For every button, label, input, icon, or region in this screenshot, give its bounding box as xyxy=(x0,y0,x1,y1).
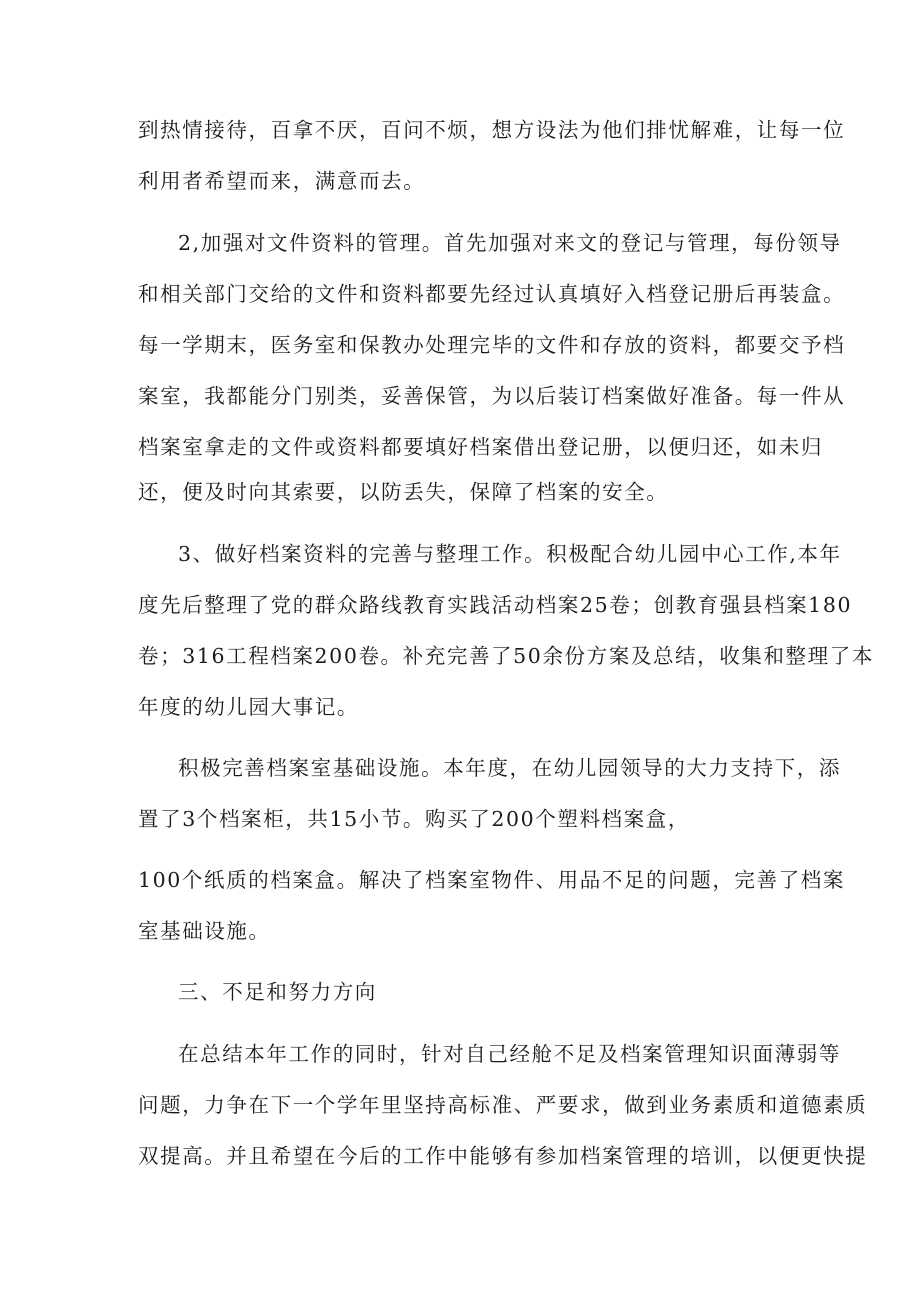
paragraph-3-line-3: 卷；316工程档案200卷。补充完善了50余份方案及总结，收集和整理了本 xyxy=(138,644,874,668)
paragraph-4-line-2: 置了3个档案柜，共15小节。购买了200个塑料档案盒， xyxy=(138,807,690,831)
section-heading-3: 三、不足和努力方向 xyxy=(178,980,377,1004)
paragraph-2-line-2: 和相关部门交给的文件和资料都要先经过认真填好入档登记册后再装盒。 xyxy=(138,282,846,306)
paragraph-2-line-5: 档案室拿走的文件或资料都要填好档案借出登记册，以便归还，如未归 xyxy=(138,435,824,459)
paragraph-6-line-1: 在总结本年工作的同时，针对自己经舱不足及档案管理知识面薄弱等 xyxy=(178,1042,841,1066)
paragraph-4-line-1: 积极完善档案室基础设施。本年度，在幼儿园领导的大力支持下，添 xyxy=(178,756,841,780)
paragraph-3-line-4: 年度的幼儿园大事记。 xyxy=(138,695,359,719)
paragraph-3-line-1: 3、做好档案资料的完善与整理工作。积极配合幼儿园中心工作,本年 xyxy=(178,542,842,566)
paragraph-6-line-3: 双提高。并且希望在今后的工作中能够有参加档案管理的培训，以便更快提 xyxy=(138,1144,868,1168)
paragraph-2-line-4: 案室，我都能分门别类，妥善保管，为以后装订档案做好准备。每一件从 xyxy=(138,384,846,408)
paragraph-3-line-2: 度先后整理了党的群众路线教育实践活动档案25卷；创教育强县档案180 xyxy=(138,593,853,617)
paragraph-6-line-2: 问题，力争在下一个学年里坚持高标准、严要求，做到业务素质和道德素质 xyxy=(138,1093,868,1117)
paragraph-5-line-2: 室基础设施。 xyxy=(138,919,271,943)
paragraph-2-line-6: 还，便及时向其索要，以防丢失，保障了档案的安全。 xyxy=(138,480,669,504)
paragraph-2-line-3: 每一学期末，医务室和保教办处理完毕的文件和存放的资料，都要交予档 xyxy=(138,333,846,357)
paragraph-5-line-1: 100个纸质的档案盒。解决了档案室物件、用品不足的问题，完善了档案 xyxy=(138,868,845,892)
paragraph-1-line-2: 利用者希望而来，满意而去。 xyxy=(138,169,426,193)
paragraph-1-line-1: 到热情接待，百拿不厌，百问不烦，想方设法为他们排忧解难，让每一位 xyxy=(138,118,846,142)
paragraph-2-line-1: 2,加强对文件资料的管理。首先加强对来文的登记与管理，每份领导 xyxy=(178,231,842,255)
